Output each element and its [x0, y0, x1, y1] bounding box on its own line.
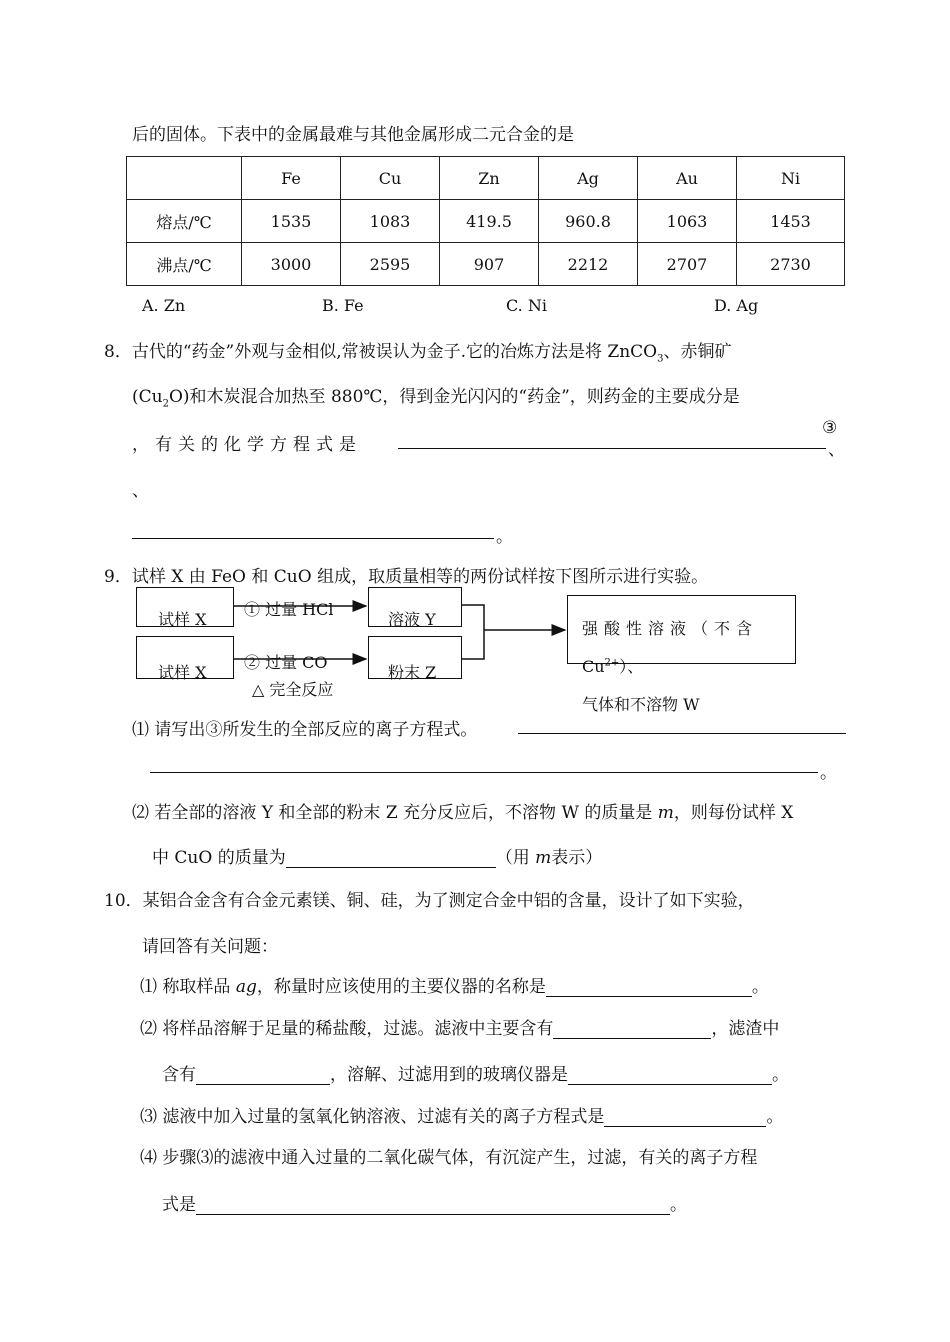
table-cell: 2595: [341, 243, 440, 286]
q10-end: 。: [751, 977, 769, 997]
q10-answer-blank-4[interactable]: [568, 1066, 772, 1085]
q10-end: 。: [670, 1195, 687, 1215]
q10-end: 。: [766, 1107, 784, 1127]
reagent-label-1: ① 过量 HCl: [244, 600, 334, 619]
product-label-1: 溶液 Y: [388, 610, 436, 629]
q9-answer-blank-3[interactable]: [286, 849, 496, 868]
q8-text: O)和木炭混合加热至 880℃，得到金光闪闪的“药金”，则药金的主要成分是: [168, 387, 740, 407]
option-d[interactable]: D. Ag: [714, 296, 759, 315]
q10-sub2-line2: [162, 1060, 789, 1085]
q9-sub2: [132, 798, 793, 823]
q8-text: 、赤铜矿: [663, 342, 732, 362]
q9-sub1: ⑴ 请写出③所发生的全部反应的离子方程式。: [132, 720, 478, 740]
table-cell: 1535: [242, 200, 341, 243]
q10-text: ⑵ 将样品溶解于足量的稀盐酸，过滤。滤液中主要含有: [140, 1019, 554, 1039]
table-cell: 沸点/℃: [127, 243, 242, 286]
q10-answer-blank-5[interactable]: [604, 1108, 766, 1127]
bracket-connector: [462, 605, 484, 659]
table-header-cell: Zn: [440, 157, 539, 200]
condition-label: △ 完全反应: [252, 680, 334, 699]
q10-answer-blank-6[interactable]: [196, 1196, 670, 1215]
subscript: 2: [162, 398, 169, 410]
q8-text: (Cu: [132, 387, 163, 407]
circled-three: ③: [822, 418, 838, 438]
variable-m: m: [657, 803, 674, 823]
q10-text: 式是: [162, 1195, 196, 1215]
q9-answer-blank-2[interactable]: [150, 754, 818, 773]
sample-label-2: 试样 X: [158, 663, 207, 682]
q9-text: ，则每份试样 X: [673, 803, 794, 823]
q8-line4: 、: [132, 481, 149, 501]
result-line-1: 强酸性溶液（不含: [582, 619, 759, 638]
q8-comma: 、: [828, 440, 845, 460]
q10-text: ⑶ 滤液中加入过量的氢氧化钠溶液、过滤有关的离子方程式是: [140, 1107, 605, 1127]
product-label-2: 粉末 Z: [388, 663, 437, 682]
q10-sub4-line2: [162, 1190, 687, 1215]
q10-text: 含有: [162, 1065, 196, 1085]
table-cell: 熔点/℃: [127, 200, 242, 243]
table-header-cell: Au: [638, 157, 737, 200]
q10-text: ，称量时应该使用的主要仪器的名称是: [256, 977, 546, 997]
q10-end: 。: [772, 1065, 789, 1085]
q10-text: ⑴ 称取样品: [140, 977, 236, 997]
intro-line: 后的固体。下表中的金属最难与其他金属形成二元合金的是: [132, 125, 574, 145]
variable-ag: ag: [235, 977, 257, 997]
q9-text: 中 CuO 的质量为: [152, 848, 286, 868]
table-cell: 419.5: [440, 200, 539, 243]
table-cell: 2730: [737, 243, 845, 286]
q10-answer-blank-3[interactable]: [196, 1066, 330, 1085]
q9-text: 表示）: [551, 848, 603, 868]
superscript: 2+: [604, 657, 620, 669]
table-cell: 2707: [638, 243, 737, 286]
q10-sub3: [140, 1102, 783, 1127]
table-cell: 1063: [638, 200, 737, 243]
table-cell: 1083: [341, 200, 440, 243]
option-a[interactable]: A. Zn: [142, 296, 186, 315]
table-cell: 960.8: [539, 200, 638, 243]
q10-text: ，滤渣中: [711, 1019, 780, 1039]
table-cell: 1453: [737, 200, 845, 243]
q8-end: 。: [496, 527, 513, 547]
table-header-cell: Ag: [539, 157, 638, 200]
q9-stem: 9．试样 X 由 FeO 和 CuO 组成，取质量相等的两份试样按下图所示进行实验。: [104, 567, 709, 587]
table-cell: 907: [440, 243, 539, 286]
q9-end: 。: [820, 763, 837, 783]
q10-text: ，溶解、过滤用到的玻璃仪器是: [330, 1065, 568, 1085]
option-c[interactable]: C. Ni: [506, 296, 547, 315]
q9-sub2-line2: [152, 843, 602, 868]
result-text: ）、: [619, 657, 644, 676]
result-text: Cu: [582, 657, 605, 676]
result-line-3: 气体和不溶物 W: [582, 695, 700, 714]
q10-sub4: ⑷ 步骤⑶的滤液中通入过量的二氧化碳气体，有沉淀产生，过滤，有关的离子方程: [140, 1148, 758, 1168]
option-b[interactable]: B. Fe: [322, 296, 364, 315]
sample-label-1: 试样 X: [158, 610, 207, 629]
table-cell: 2212: [539, 243, 638, 286]
q10-stem-2: 请回答有关问题：: [142, 937, 278, 957]
q9-text: ⑵ 若全部的溶液 Y 和全部的粉末 Z 充分反应后，不溶物 W 的质量是: [132, 803, 658, 823]
q9-text: （用: [495, 848, 536, 868]
q8-line3: ，有关的化学方程式是: [132, 435, 362, 455]
q10-answer-blank-1[interactable]: [546, 978, 752, 997]
q8-text: 8．古代的“药金”外观与金相似,常被误认为金子.它的冶炼方法是将 ZnCO: [104, 342, 658, 362]
table-header-cell: Cu: [341, 157, 440, 200]
table-header-cell: Ni: [737, 157, 845, 200]
variable-m: m: [535, 848, 552, 868]
subscript: 3: [657, 353, 664, 365]
q10-answer-blank-2[interactable]: [553, 1020, 711, 1039]
q10-sub2: [140, 1014, 779, 1039]
q10-sub1: [140, 972, 769, 997]
reagent-label-2: ② 过量 CO: [244, 653, 328, 672]
q10-stem: 10．某铝合金含有合金元素镁、铜、硅，为了测定合金中铝的含量，设计了如下实验，: [104, 891, 755, 911]
q9-answer-blank-1[interactable]: [518, 715, 846, 734]
table-cell: 3000: [242, 243, 341, 286]
table-header-cell: Fe: [242, 157, 341, 200]
